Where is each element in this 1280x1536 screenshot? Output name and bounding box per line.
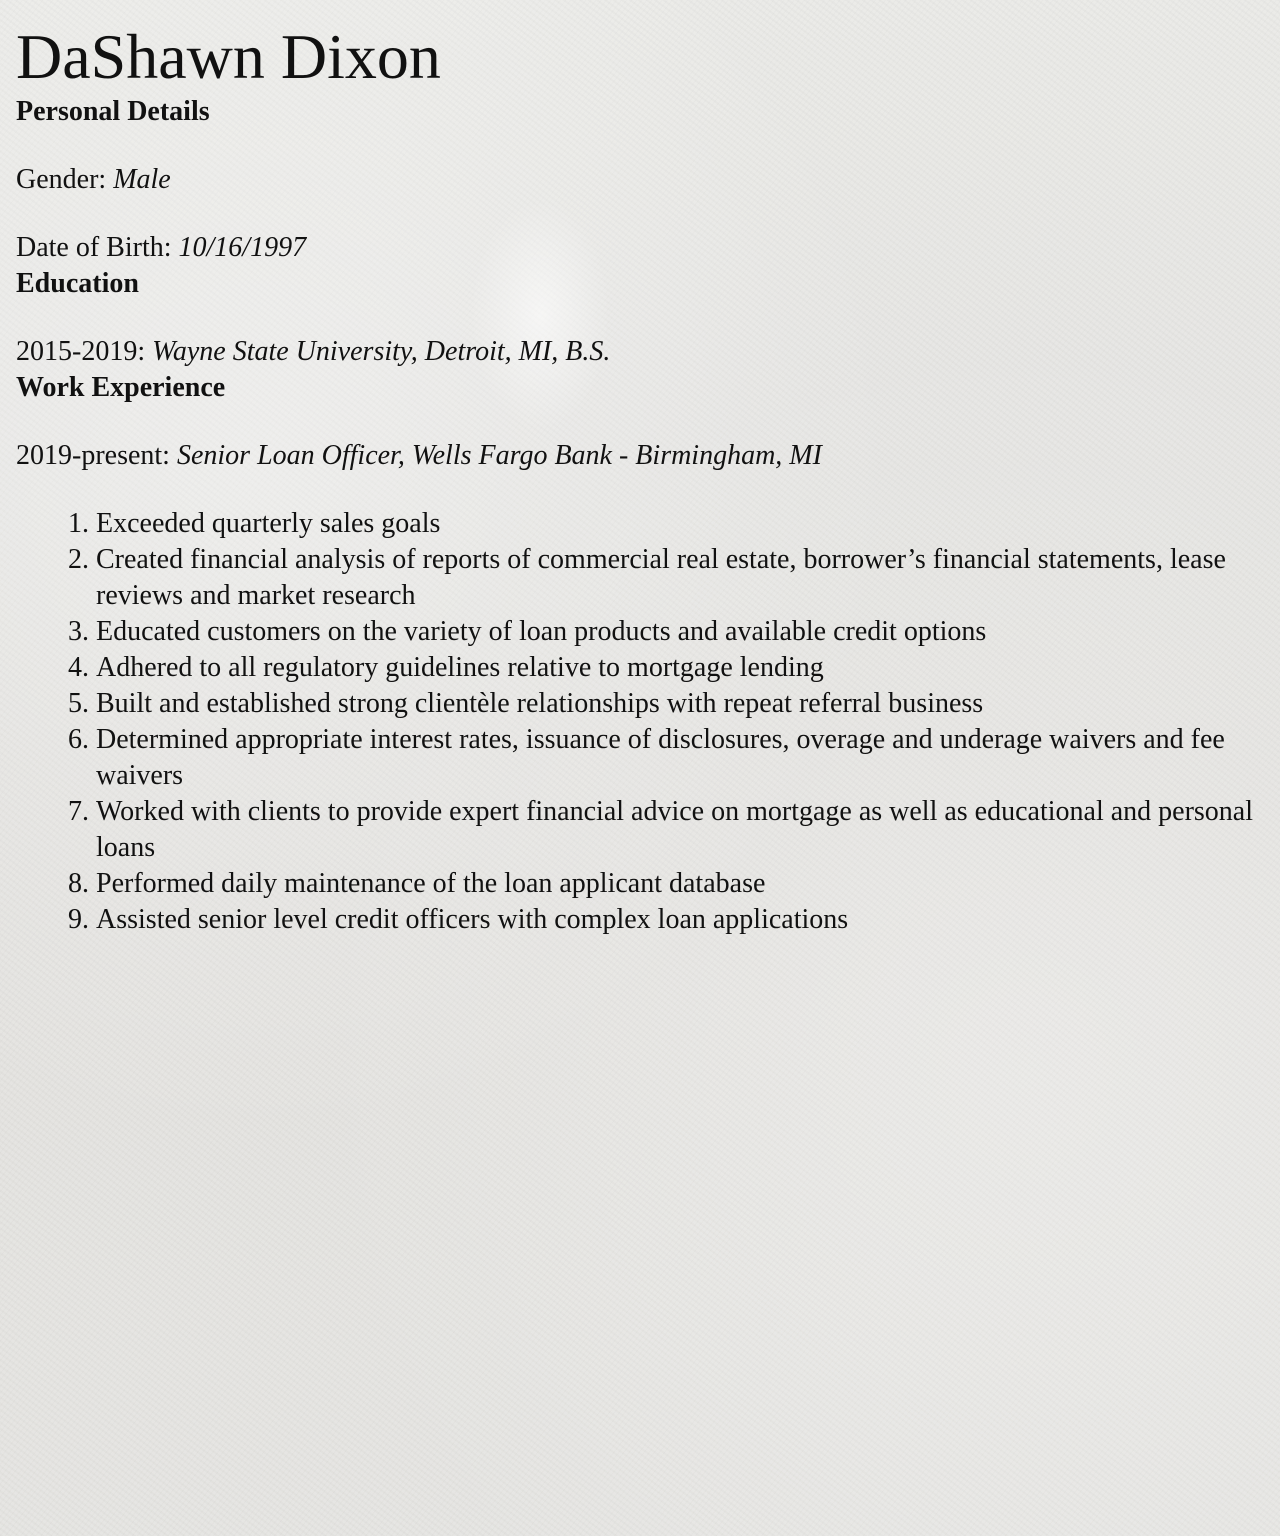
candidate-name: DaShawn Dixon bbox=[16, 21, 441, 92]
gender-label: Gender: bbox=[16, 163, 114, 195]
duty-item: 5. Built and established strong clientèle relationships with repeat referral business bbox=[96, 686, 1264, 722]
education-heading: Education bbox=[16, 267, 139, 299]
duty-item: 1. Exceeded quarterly sales goals bbox=[96, 506, 1264, 542]
education-period: 2015-2019: bbox=[16, 335, 153, 367]
duty-item: 9. Assisted senior level credit officers with complex loan applications bbox=[96, 902, 1264, 938]
duty-item: 3. Educated customers on the variety of loan products and available credit options bbox=[96, 614, 1264, 650]
gender-value: Male bbox=[113, 163, 171, 195]
work-experience-heading: Work Experience bbox=[16, 371, 226, 403]
duty-item: 6. Determined appropriate interest rates, issuance of disclosures, overage and underage waivers and fee waivers bbox=[96, 722, 1264, 794]
education-entry bbox=[16, 334, 1264, 370]
gender-line bbox=[16, 162, 1264, 198]
resume-page bbox=[16, 0, 1264, 938]
duty-item: 2. Created financial analysis of reports of commercial real estate, borrower’s financial statements, lease reviews and market research bbox=[96, 542, 1264, 614]
work-duties-list bbox=[16, 506, 1264, 938]
duty-item: 8. Performed daily maintenance of the loan applicant database bbox=[96, 866, 1264, 902]
education-detail: Wayne State University, Detroit, MI, B.S. bbox=[152, 335, 611, 367]
work-period: 2019-present: bbox=[16, 439, 177, 471]
personal-details-heading: Personal Details bbox=[16, 95, 210, 127]
dob-value: 10/16/1997 bbox=[178, 231, 307, 263]
work-detail: Senior Loan Officer, Wells Fargo Bank - Birmingham, MI bbox=[176, 439, 822, 471]
dob-line bbox=[16, 230, 1264, 266]
duty-item: 4. Adhered to all regulatory guidelines relative to mortgage lending bbox=[96, 650, 1264, 686]
duty-item: 7. Worked with clients to provide expert financial advice on mortgage as well as educational and personal loans bbox=[96, 794, 1264, 866]
dob-label: Date of Birth: bbox=[16, 231, 179, 263]
work-entry bbox=[16, 438, 1264, 474]
